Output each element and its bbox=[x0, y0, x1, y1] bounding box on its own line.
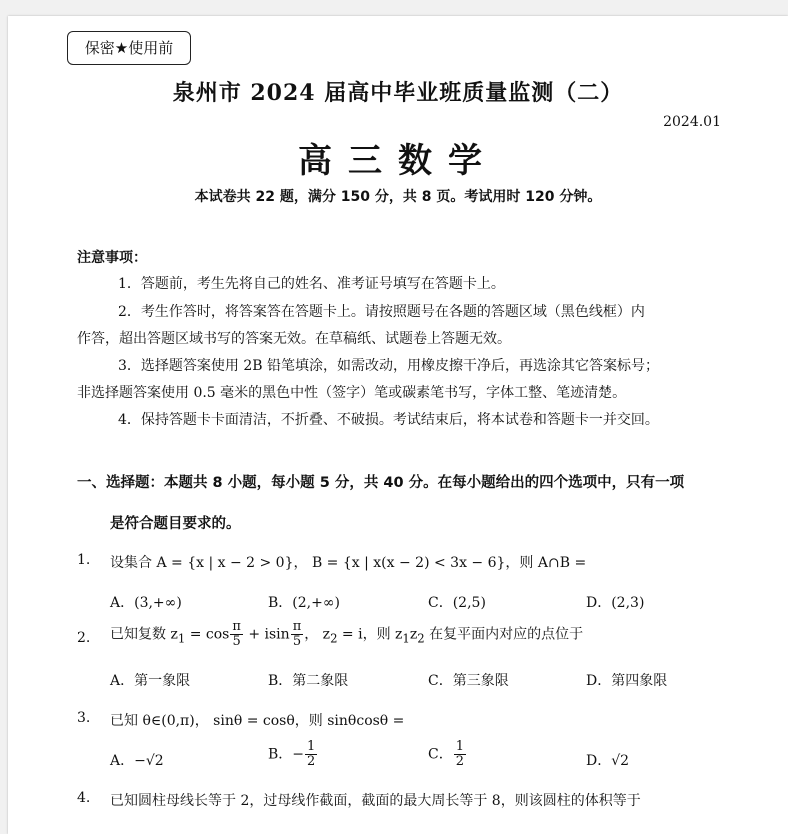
exam-info: 本试卷共 22 题，满分 150 分，共 8 页。考试用时 120 分钟。 bbox=[194, 189, 602, 205]
confidential-badge: 保密★使用前 bbox=[67, 31, 191, 65]
q2-text-a: 已知复数 z bbox=[110, 626, 178, 643]
q2-text-c: + isin bbox=[243, 626, 290, 643]
question-3-stem: 已知 θ∈(0,π)， sinθ = cosθ，则 sinθcosθ = bbox=[110, 713, 405, 729]
question-1-option-a: A．(3,+∞) bbox=[110, 595, 182, 611]
q2-frac1-den: 5 bbox=[232, 634, 241, 649]
notice-item-2-cont: 作答，超出答题区域书写的答案无效。在草稿纸、试题卷上答题无效。 bbox=[77, 331, 511, 347]
question-3-option-b bbox=[268, 740, 318, 769]
notice-item-2: 2．考生作答时，将答案答在答题卡上。请按照题号在各题的答题区域（黑色线框）内 bbox=[118, 304, 645, 320]
question-1-stem: 设集合 A = {x | x − 2 > 0}， B = {x | x(x − 2) < 3x − 6}，则 A∩B = bbox=[110, 555, 587, 571]
q2-sub-2: 2 bbox=[330, 631, 338, 646]
notice-item-3-cont: 非选择题答案使用 0.5 毫米的黑色中性（签字）笔或碳素笔书写，字体工整、笔迹清楚。 bbox=[77, 385, 627, 401]
question-2-option-b: B．第二象限 bbox=[268, 673, 349, 689]
q2-text-d: ， z bbox=[304, 626, 331, 643]
notice-title: 注意事项： bbox=[77, 250, 147, 266]
question-2-number: 2. bbox=[77, 630, 91, 646]
question-3-number: 3. bbox=[77, 710, 91, 726]
question-3-option-c bbox=[428, 740, 467, 769]
exam-date: 2024.01 bbox=[663, 114, 721, 130]
question-2-stem bbox=[110, 620, 583, 649]
q2-sub-3: 1 bbox=[402, 631, 410, 646]
section-1-heading-cont: 是符合题目要求的。 bbox=[110, 516, 241, 532]
question-4-stem: 已知圆柱母线长等于 2，过母线作截面，截面的最大周长等于 8，则该圆柱的体积等于 bbox=[110, 793, 641, 809]
question-4-number: 4. bbox=[77, 790, 91, 806]
q2-frac2-den: 5 bbox=[292, 634, 302, 649]
notice-item-4: 4．保持答题卡卡面清洁，不折叠、不破损。考试结束后，将本试卷和答题卡一并交回。 bbox=[118, 412, 659, 428]
section-1-heading: 一、选择题：本题共 8 小题，每小题 5 分，共 40 分。在每小题给出的四个选项中，只有一项 bbox=[77, 475, 685, 491]
q2-text-g: 在复平面内对应的点位于 bbox=[424, 626, 584, 643]
q2-text-e: = i，则 z bbox=[337, 626, 403, 643]
q3-option-b-label: B．− bbox=[268, 746, 305, 763]
q3-option-c-label: C． bbox=[428, 746, 453, 763]
exam-page bbox=[8, 16, 788, 834]
question-2-option-c: C．第三象限 bbox=[428, 673, 509, 689]
question-1-option-c: C．(2,5) bbox=[428, 595, 486, 611]
question-3-option-a: A．−√2 bbox=[110, 753, 164, 769]
q3-option-c-fraction bbox=[454, 740, 466, 769]
q2-text-f: z bbox=[409, 626, 418, 643]
question-3-option-d: D．√2 bbox=[586, 753, 630, 769]
subject-title: 高三数学 bbox=[298, 141, 498, 181]
question-2-option-d: D．第四象限 bbox=[586, 673, 668, 689]
q3-option-b-fraction bbox=[305, 740, 317, 769]
q2-frac1-num: π bbox=[232, 619, 241, 634]
q2-text-b: = cos bbox=[185, 626, 230, 643]
q3-c-frac-num: 1 bbox=[455, 739, 464, 754]
question-1-option-b: B．(2,+∞) bbox=[268, 595, 340, 611]
notice-item-3: 3．选择题答案使用 2B 铅笔填涂，如需改动，用橡皮擦干净后，再选涂其它答案标号； bbox=[118, 358, 660, 374]
question-2-option-a: A．第一象限 bbox=[110, 673, 191, 689]
question-1-number: 1. bbox=[77, 552, 91, 568]
q2-sub-4: 2 bbox=[417, 631, 425, 646]
q2-frac2-num: π bbox=[292, 619, 302, 634]
q3-b-frac-num: 1 bbox=[307, 739, 316, 754]
exam-title: 泉州市 2024 届高中毕业班质量监测（二） bbox=[172, 80, 624, 106]
q2-sub-1: 1 bbox=[177, 631, 186, 646]
q2-fraction-2 bbox=[291, 620, 304, 649]
notice-item-1: 1．答题前，考生先将自己的姓名、准考证号填写在答题卡上。 bbox=[118, 276, 505, 292]
q3-b-frac-den: 2 bbox=[307, 754, 316, 769]
q3-c-frac-den: 2 bbox=[455, 754, 464, 769]
question-1-option-d: D．(2,3) bbox=[586, 595, 645, 611]
q2-fraction-1 bbox=[230, 620, 243, 649]
